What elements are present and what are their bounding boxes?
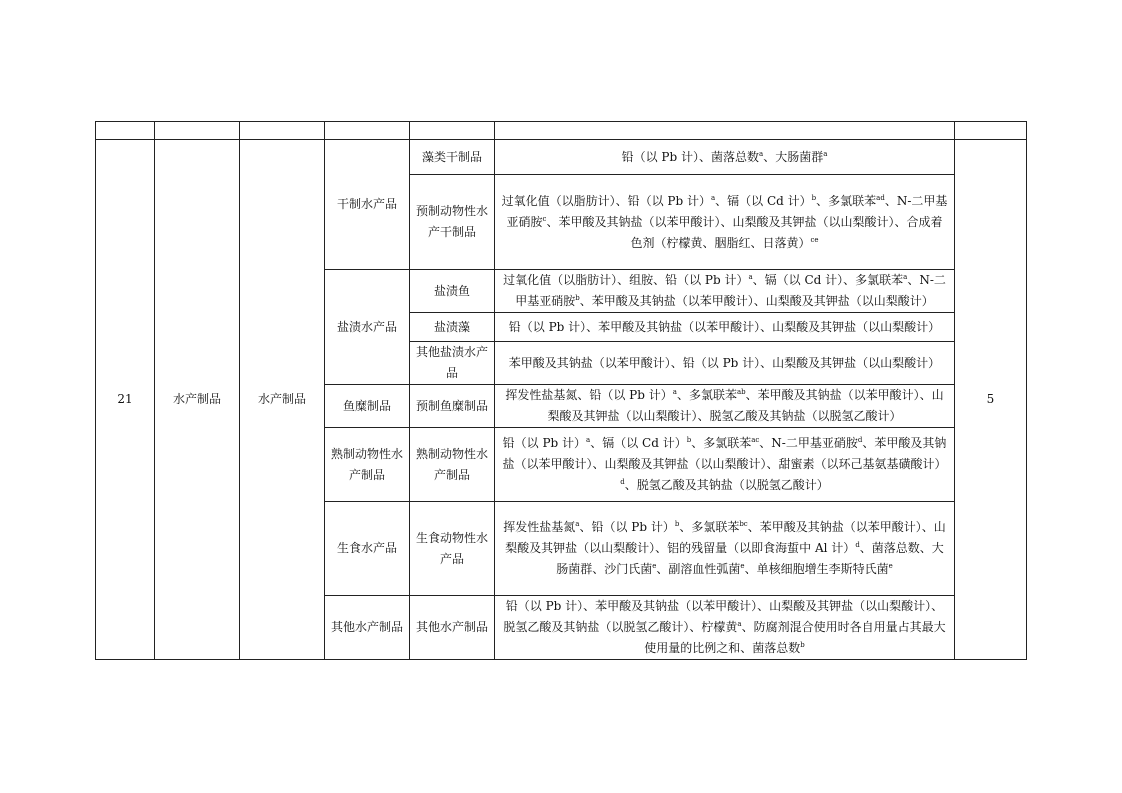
footnote-mark: d bbox=[620, 478, 625, 486]
requirement-text: 、脱氢乙酸及其钠盐（以脱氢乙酸计） bbox=[624, 478, 829, 492]
requirement-text: 、苯甲酸及其钠盐（以苯甲酸计）、山梨酸及其钾盐（以山梨酸计）、铝的残留量（以即食海蜇中 Al 计） bbox=[505, 520, 946, 555]
requirement-cell bbox=[495, 140, 955, 175]
item-cell: 生食动物性水产品 bbox=[410, 502, 495, 596]
footnote-mark: a bbox=[903, 273, 908, 281]
footnote-mark: a bbox=[737, 620, 742, 628]
requirement-text: 、铅（以 Pb 计） bbox=[579, 520, 675, 534]
footnote-mark: ad bbox=[876, 193, 885, 202]
requirement-text: 、苯甲酸及其钠盐（以苯甲酸计）、山梨酸及其钾盐（以山梨酸计）、脱氢乙酸及其钠盐（以脱氢乙酸计） bbox=[547, 388, 944, 423]
category-cell: 水产制品 bbox=[155, 140, 240, 660]
footnote-mark: c bbox=[542, 214, 547, 223]
footnote-mark: ac bbox=[751, 436, 760, 444]
requirement-text: 过氧化值（以脂肪计）、铅（以 Pb 计） bbox=[501, 193, 711, 208]
item-cell: 其他水产制品 bbox=[410, 596, 495, 660]
requirement-cell bbox=[495, 385, 955, 428]
requirement-text: 铅（以 Pb 计） bbox=[502, 436, 587, 450]
requirement-text: 铅（以 Pb 计）、菌落总数 bbox=[621, 149, 759, 164]
group-cell: 其他水产制品 bbox=[325, 596, 410, 660]
footnote-mark: b bbox=[811, 193, 817, 202]
footnote-mark: a bbox=[672, 388, 677, 396]
requirement-text: 、苯甲酸及其钠盐（以苯甲酸计）、山梨酸及其钾盐（以山梨酸计） bbox=[579, 294, 934, 308]
footnote-mark: a bbox=[759, 149, 764, 158]
requirement-cell bbox=[495, 428, 955, 502]
group-cell: 生食水产品 bbox=[325, 502, 410, 596]
requirement-text: 、多氯联苯 bbox=[676, 388, 737, 402]
item-cell: 其他盐渍水产品 bbox=[410, 342, 495, 385]
footnote-mark: ab bbox=[736, 388, 746, 396]
footnote-mark: e bbox=[652, 562, 657, 570]
requirement-text: 、镉（以 Cd 计） bbox=[590, 436, 687, 450]
requirement-text: 、N-二甲基亚硝胺 bbox=[506, 193, 948, 229]
requirement-text: 、多氯联苯 bbox=[679, 520, 740, 534]
footnote-mark: e bbox=[888, 562, 893, 570]
requirement-text: 、N-二甲基亚硝胺 bbox=[759, 436, 858, 450]
header-cell bbox=[495, 122, 955, 140]
requirement-text: 、多氯联苯 bbox=[691, 436, 752, 450]
requirement-cell bbox=[495, 502, 955, 596]
seq-cell: 21 bbox=[96, 140, 155, 660]
footnote-mark: d bbox=[857, 436, 863, 444]
footnote-mark: b bbox=[686, 436, 692, 444]
requirement-text: 、N-二甲基亚硝胺 bbox=[515, 273, 946, 308]
item-cell: 盐渍藻 bbox=[410, 313, 495, 342]
footnote-mark: a bbox=[575, 520, 580, 528]
requirement-cell bbox=[495, 270, 955, 313]
footnote-mark: d bbox=[855, 541, 860, 549]
footnote-mark: a bbox=[748, 273, 753, 281]
item-cell: 藻类干制品 bbox=[410, 140, 495, 175]
requirement-text: 、菌落总数、大肠菌群、沙门氏菌 bbox=[556, 541, 944, 576]
requirement-text: 挥发性盐基氮、铅（以 Pb 计） bbox=[505, 388, 673, 402]
requirement-text: 、镉（以 Cd 计）、多氯联苯 bbox=[752, 273, 904, 287]
item-cell: 预制鱼糜制品 bbox=[410, 385, 495, 428]
item-cell: 预制动物性水产干制品 bbox=[410, 175, 495, 270]
requirement-text: 铅（以 Pb 计）、苯甲酸及其钠盐（以苯甲酸计）、山梨酸及其钾盐（以山梨酸计）、脱氢乙酸及其钠盐（以脱氢乙酸计）、柠檬黄 bbox=[503, 599, 944, 634]
requirement-text: 、镉（以 Cd 计） bbox=[715, 193, 812, 208]
requirement-text: 、多氯联苯 bbox=[816, 193, 877, 208]
item-cell: 盐渍鱼 bbox=[410, 270, 495, 313]
requirement-text: 、单核细胞增生李斯特氏菌 bbox=[744, 562, 889, 576]
footnote-mark: ce bbox=[810, 235, 819, 244]
requirement-text: 、苯甲酸及其钠盐（以苯甲酸计）、山梨酸及其钾盐（以山梨酸计）、合成着色剂（柠檬黄、胭脂红、日落黄） bbox=[546, 214, 943, 250]
header-cell bbox=[240, 122, 325, 140]
requirement-cell bbox=[495, 175, 955, 270]
footnote-mark: b bbox=[800, 641, 805, 649]
item-cell: 熟制动物性水产制品 bbox=[410, 428, 495, 502]
requirement-cell bbox=[495, 342, 955, 385]
footnote-mark: a bbox=[823, 149, 828, 158]
requirement-text: 、防腐剂混合使用时各自用量占其最大使用量的比例之和、菌落总数 bbox=[644, 620, 946, 655]
header-row bbox=[96, 122, 1027, 140]
count-cell: 5 bbox=[955, 140, 1027, 660]
header-cell bbox=[155, 122, 240, 140]
requirement-cell bbox=[495, 313, 955, 342]
footnote-mark: b bbox=[575, 294, 580, 302]
group-cell: 盐渍水产品 bbox=[325, 270, 410, 385]
inspection-table bbox=[95, 121, 1027, 660]
requirement-text: 苯甲酸及其钠盐（以苯甲酸计）、铅（以 Pb 计）、山梨酸及其钾盐（以山梨酸计） bbox=[508, 355, 941, 370]
requirement-text: 、苯甲酸及其钠盐（以苯甲酸计）、山梨酸及其钾盐（以山梨酸计）、甜蜜素（以环己基氨基磺酸计） bbox=[502, 436, 947, 471]
group-cell: 鱼糜制品 bbox=[325, 385, 410, 428]
footnote-mark: bc bbox=[739, 520, 748, 528]
requirement-text: 、大肠菌群 bbox=[763, 149, 824, 164]
requirement-text: 过氧化值（以脂肪计）、组胺、铅（以 Pb 计） bbox=[503, 273, 749, 287]
table-row bbox=[96, 140, 1027, 175]
requirement-cell bbox=[495, 596, 955, 660]
header-cell bbox=[96, 122, 155, 140]
footnote-mark: e bbox=[740, 562, 745, 570]
footnote-mark: a bbox=[710, 193, 716, 202]
group-cell: 熟制动物性水产制品 bbox=[325, 428, 410, 502]
footnote-mark: a bbox=[586, 436, 591, 444]
requirement-text: 、副溶血性弧菌 bbox=[656, 562, 741, 576]
header-cell bbox=[325, 122, 410, 140]
requirement-text: 铅（以 Pb 计）、苯甲酸及其钠盐（以苯甲酸计）、山梨酸及其钾盐（以山梨酸计） bbox=[508, 319, 941, 334]
header-cell bbox=[410, 122, 495, 140]
requirement-text: 挥发性盐基氮 bbox=[503, 520, 576, 534]
header-cell bbox=[955, 122, 1027, 140]
group-cell: 干制水产品 bbox=[325, 140, 410, 270]
footnote-mark: b bbox=[674, 520, 680, 528]
subcategory-cell: 水产制品 bbox=[240, 140, 325, 660]
